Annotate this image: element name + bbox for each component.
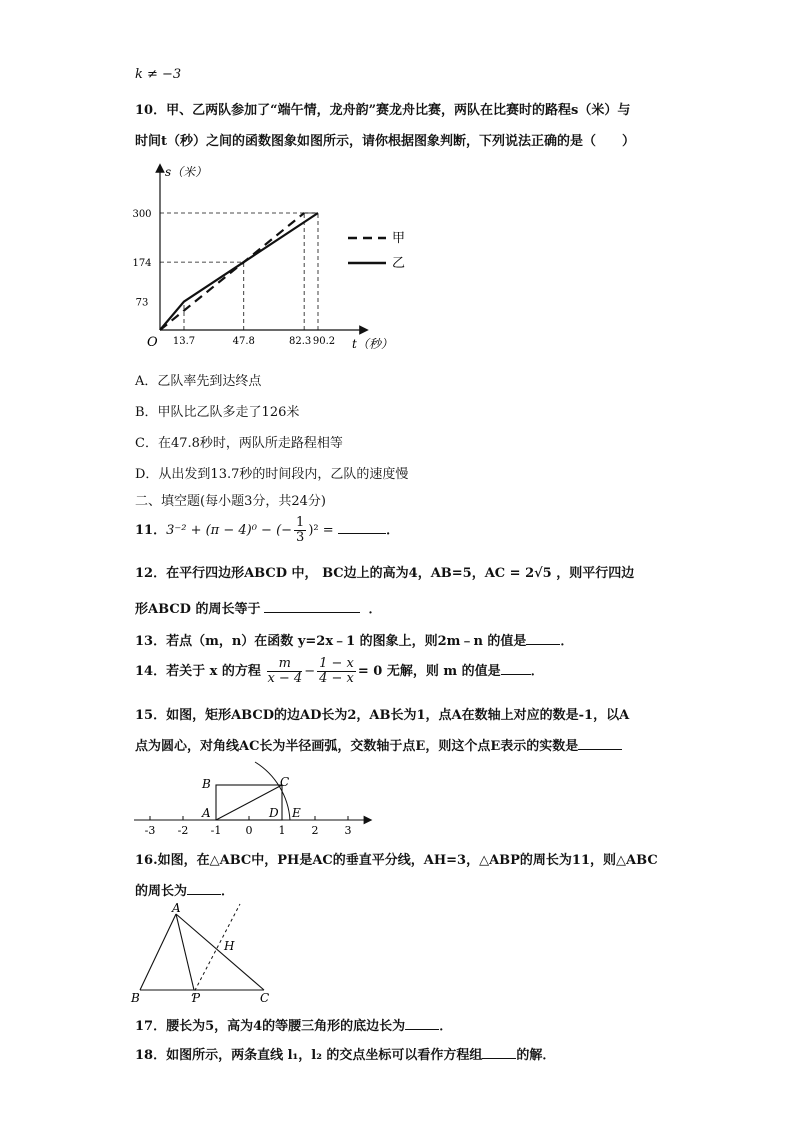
q14-fraction-2: $\frac{1 - x}{4 - x}$ xyxy=(319,656,354,686)
point-b-label: B xyxy=(202,777,211,791)
q12-line2: 形ABCD 的周长等于 ． xyxy=(135,602,382,617)
q16-line1: 16.如图，在△ABC中，PH是AC的垂直平分线，AH=3，△ABP的周长为11，则△ABC xyxy=(135,853,658,868)
x-tick-label-13.7: 13.7 xyxy=(172,336,196,347)
q15-line1: 15．如图，矩形ABCD的边AD长为2，AB长为1，点A在数轴上对应的数是-1，以A xyxy=(135,708,630,723)
q14-answer-blank[interactable] xyxy=(501,662,531,675)
q12-line1: 12．在平行四边形ABCD 中， BC边上的高为4，AB=5，AC = 2√5 ，则平行四边 xyxy=(135,566,635,581)
q14-fraction-1: $\frac{m}{x - 4}$ xyxy=(267,656,303,686)
x-tick-label-90.2: 90.2 xyxy=(312,336,336,347)
q14: 14．若关于 x 的方程 $\frac{m}{x - 4}$ − $\frac{1 - x}{4 - x}$ = 0 无解，则 m 的值是 ． xyxy=(135,656,544,686)
section-fill-in-title: 二、填空题(每小题3分，共24分) xyxy=(135,494,326,509)
point-d-label: D xyxy=(269,806,279,820)
q11-answer-blank[interactable] xyxy=(338,521,386,534)
q13-answer-blank[interactable] xyxy=(526,632,560,645)
y-tick-label-300: 300 xyxy=(132,209,152,220)
q10-option-c: C．在47.8秒时，两队所走路程相等 xyxy=(135,436,343,451)
point-a-label: A xyxy=(202,806,211,820)
x-tick-label-82.3: 82.3 xyxy=(289,336,312,347)
legend-jia-label: 甲 xyxy=(392,231,406,246)
tri-point-h: H xyxy=(224,939,235,953)
x-tick-label-47.8: 47.8 xyxy=(232,336,255,347)
y-tick-label-73: 73 xyxy=(135,297,149,309)
q11-expr-end: )² = xyxy=(308,523,334,538)
q12-answer-blank[interactable] xyxy=(264,600,360,613)
q16-line2: 的周长为 ． xyxy=(135,884,235,899)
point-c-label: C xyxy=(280,775,290,789)
q11-number: 11． xyxy=(135,523,167,538)
q16-figure xyxy=(128,900,288,1008)
q15-figure xyxy=(130,760,380,840)
number-line-label: -2 xyxy=(177,824,189,837)
y-axis-label: s（米） xyxy=(165,165,208,179)
tri-point-a: A xyxy=(172,901,181,915)
series-line-jia xyxy=(160,213,304,330)
q15-line2: 点为圆心，对角线AC长为半径画弧，交数轴于点E，则这个点E表示的实数是 xyxy=(135,735,622,754)
q17: 17．腰长为5，高为4的等腰三角形的底边长为 ． xyxy=(135,1019,453,1034)
x-axis-label: t（秒） xyxy=(352,337,393,351)
number-line-label: 0 xyxy=(245,824,253,837)
number-line-label: 3 xyxy=(344,824,352,837)
q16-answer-blank[interactable] xyxy=(187,882,221,895)
y-tick-label-174: 174 xyxy=(132,258,152,270)
side-ab xyxy=(140,914,176,990)
q10-option-a: A．乙队率先到达终点 xyxy=(135,374,262,389)
q11: 11．3⁻² + (π − 4)⁰ − (− $\frac{1}{3}$ )² = ． xyxy=(135,515,400,545)
tri-point-c: C xyxy=(260,991,270,1005)
q13: 13．若点（m，n）在函数 y=2x﹣1 的图象上，则2m﹣n 的值是 ． xyxy=(135,634,574,649)
q18-answer-blank[interactable] xyxy=(482,1046,516,1059)
q10-line2: 时间t（秒）之间的函数图象如图所示，请你根据图象判断，下列说法正确的是（ ） xyxy=(135,134,636,149)
number-line-label: -1 xyxy=(210,824,222,837)
q10-option-d: D．从出发到13.7秒的时间段内，乙队的速度慢 xyxy=(135,467,409,482)
q17-answer-blank[interactable] xyxy=(405,1017,439,1030)
q10-chart xyxy=(130,158,420,358)
tri-point-b: B xyxy=(131,991,140,1005)
segment-ap xyxy=(176,914,194,990)
origin-label: O xyxy=(147,335,158,350)
q11-expr: 3⁻² + (π − 4)⁰ − (− xyxy=(166,523,293,538)
q15-answer-blank[interactable] xyxy=(578,737,622,750)
q18: 18．如图所示，两条直线 l₁，l₂ 的交点坐标可以看作方程组 的解． xyxy=(135,1048,556,1063)
number-line-label: 1 xyxy=(278,824,286,837)
prev-answer-fragment: k ≠ −3 xyxy=(135,67,182,82)
q11-fraction: $\frac{1}{3}$ xyxy=(296,515,305,545)
tri-point-p: P xyxy=(192,991,201,1005)
q10-line1: 10．甲、乙两队参加了“端午情，龙舟韵”赛龙舟比赛，两队在比赛时的路程s（米）与 xyxy=(135,103,631,118)
legend-yi-label: 乙 xyxy=(392,256,406,271)
point-e-label: E xyxy=(292,806,301,820)
number-line-label: 2 xyxy=(311,824,319,837)
side-ac xyxy=(176,914,264,990)
number-line-label: -3 xyxy=(144,824,156,837)
q10-option-b: B．甲队比乙队多走了126米 xyxy=(135,405,300,420)
